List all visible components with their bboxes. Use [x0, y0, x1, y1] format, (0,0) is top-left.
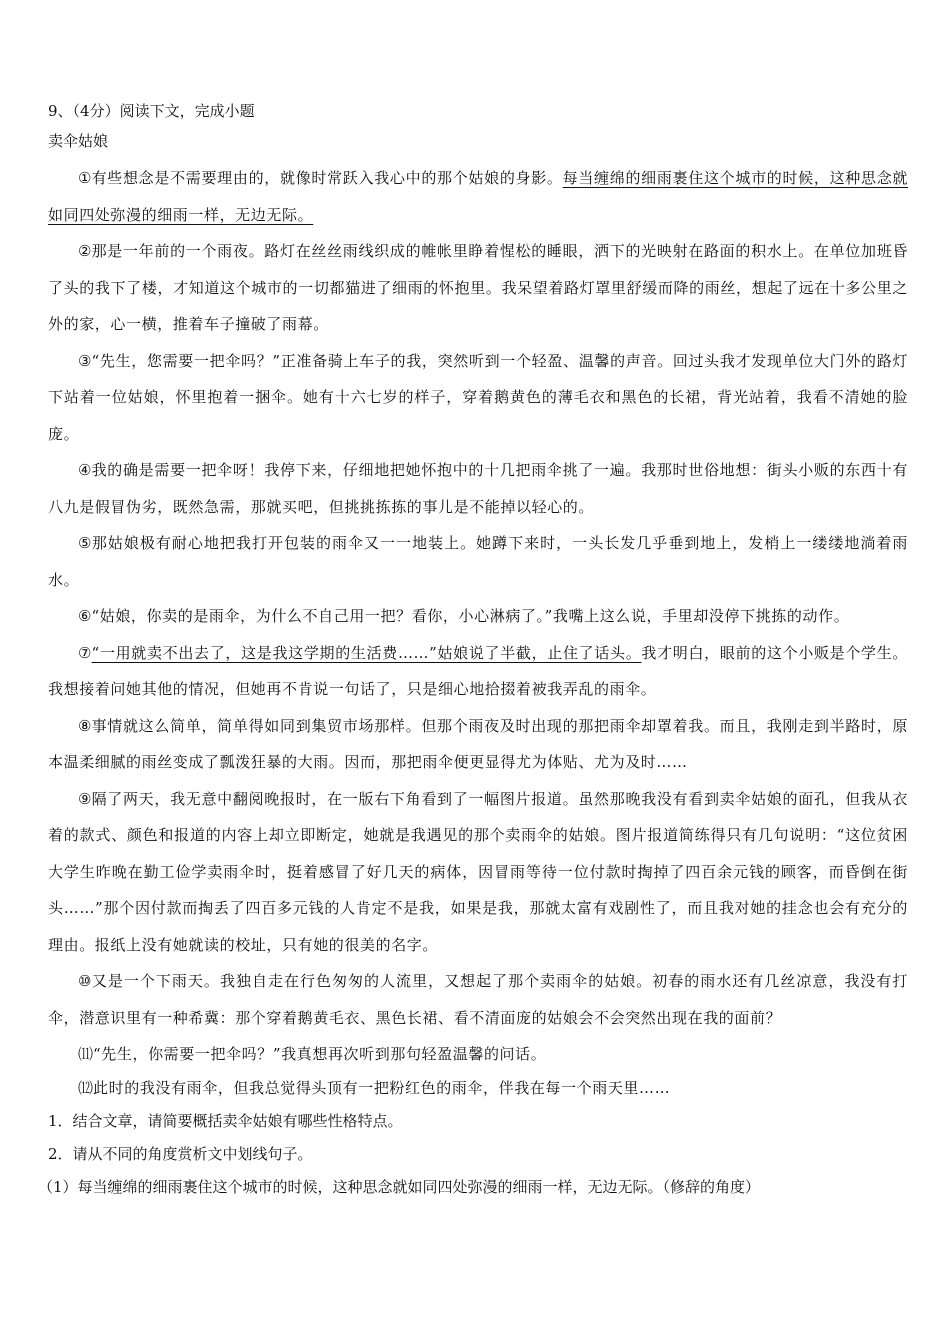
- article-body: [48, 160, 908, 1103]
- paragraph-4: ④我的确是需要一把伞呀！我停下来，仔细地把她怀抱中的十几把雨伞挑了一遍。我那时世俗地想：街头小贩的东西十有八九是假冒伪劣，既然急需，那就买吧，但挑挑拣拣的事儿是不能掉以轻心的。: [48, 461, 908, 516]
- paragraph-5: ⑤那姑娘极有耐心地把我打开包装的雨伞又一一地装上。她蹲下来时，一头长发几乎垂到地上，发梢上一缕缕地淌着雨水。: [48, 534, 908, 589]
- paragraph-11: ⑾“先生，你需要一把伞吗？”我真想再次听到那句轻盈温馨的问话。: [78, 1045, 547, 1063]
- paragraph-2: ②那是一年前的一个雨夜。路灯在丝丝雨线织成的帷帐里睁着惺松的睡眼，洒下的光映射在路面的积水上。在单位加班昏了头的我下了楼，才知道这个城市的一切都猫进了细雨的怀抱里。我呆望着路灯罩里舒缓而降的雨丝，想起了远在十多公里之外的家，心一横，推着车子撞破了雨幕。: [48, 242, 908, 333]
- paragraph-3: ③“先生，您需要一把伞吗？”正准备骑上车子的我，突然听到一个轻盈、温馨的声音。回过头我才发现单位大门外的路灯下站着一位姑娘，怀里抱着一捆伞。她有十六七岁的样子，穿着鹅黄色的薄毛衣和黑色的长裙，背光站着，我看不清她的脸庞。: [48, 351, 908, 443]
- article-title: 卖伞姑娘: [48, 132, 109, 150]
- underlined-sentence-2: “一用就卖不出去了，这是我这学期的生活费……”姑娘说了半截，止住了话头。: [91, 643, 642, 662]
- paragraph-1: ①有些想念是不需要理由的，就像时常跃入我心中的那个姑娘的身影。每当缠绵的细雨裹住这个城市的时候，这种思念就如同四处弥漫的细雨一样，无边无际。: [48, 169, 908, 224]
- paragraph-9: ⑨隔了两天，我无意中翻阅晚报时，在一版右下角看到了一幅图片报道。虽然那晚我没有看到卖伞姑娘的面孔，但我从衣着的款式、颜色和报道的内容上却立即断定，她就是我遇见的那个卖雨伞的姑娘。图片报道简练得只有几句说明：“这位贫困大学生昨晚在勤工俭学卖雨伞时，挺着感冒了好几天的病体，因冒雨等待一位付款时掏掉了四百余元钱的顾客，而昏倒在街头……”那个因付款而掏丢了四百多元钱的人肯定不是我，如果是我，那就太富有戏剧性了，而且我对她的挂念也会有充分的理由。报纸上没有她就读的校址，只有她的很美的名字。: [48, 789, 908, 954]
- paragraph-8: ⑧事情就这么简单，简单得如同到集贸市场那样。但那个雨夜及时出现的那把雨伞却罩着我。而且，我刚走到半路时，原本温柔细腻的雨丝变成了瓢泼狂暴的大雨。因而，那把雨伞便更显得尤为体贴、尤为及时……: [48, 716, 908, 771]
- questions: [38, 1105, 908, 1204]
- paragraph-6: ⑥“姑娘，你卖的是雨伞，为什么不自己用一把？看你，小心淋病了。”我嘴上这么说，手里却没停下挑拣的动作。: [78, 607, 850, 625]
- question-title: 9、（4分）阅读下文，完成小题: [48, 102, 255, 120]
- document-page: [38, 98, 909, 1204]
- paragraph-12: ⑿此时的我没有雨伞，但我总觉得头顶有一把粉红色的雨伞，伴我在每一个雨天里……: [78, 1078, 671, 1097]
- question-1: 1．结合文章，请简要概括卖伞姑娘有哪些性格特点。: [48, 1111, 403, 1130]
- paragraph-7: ⑦“一用就卖不出去了，这是我这学期的生活费……”姑娘说了半截，止住了话头。我才明白，眼前的这个小贩是个学生。我想接着问她其他的情况，但她再不肯说一句话了，只是细心地拾掇着被我弄乱的雨伞。: [48, 643, 909, 698]
- question-2: 2．请从不同的角度赏析文中划线句子。: [48, 1144, 313, 1163]
- underlined-sentence-1: 每当缠绵的细雨裹住这个城市的时候，这种思念就如同四处弥漫的细雨一样，无边无际。: [48, 169, 908, 224]
- sub-question-1: （1）每当缠绵的细雨裹住这个城市的时候，这种思念就如同四处弥漫的细雨一样，无边无际。（修辞的角度）: [38, 1177, 761, 1196]
- paragraph-10: ⑩又是一个下雨天。我独自走在行色匆匆的人流里，又想起了那个卖雨伞的姑娘。初春的雨水还有几丝凉意，我没有打伞，潜意识里有一种希冀：那个穿着鹅黄毛衣、黑色长裙、看不清面庞的姑娘会不会突然出现在我的面前？: [48, 972, 908, 1027]
